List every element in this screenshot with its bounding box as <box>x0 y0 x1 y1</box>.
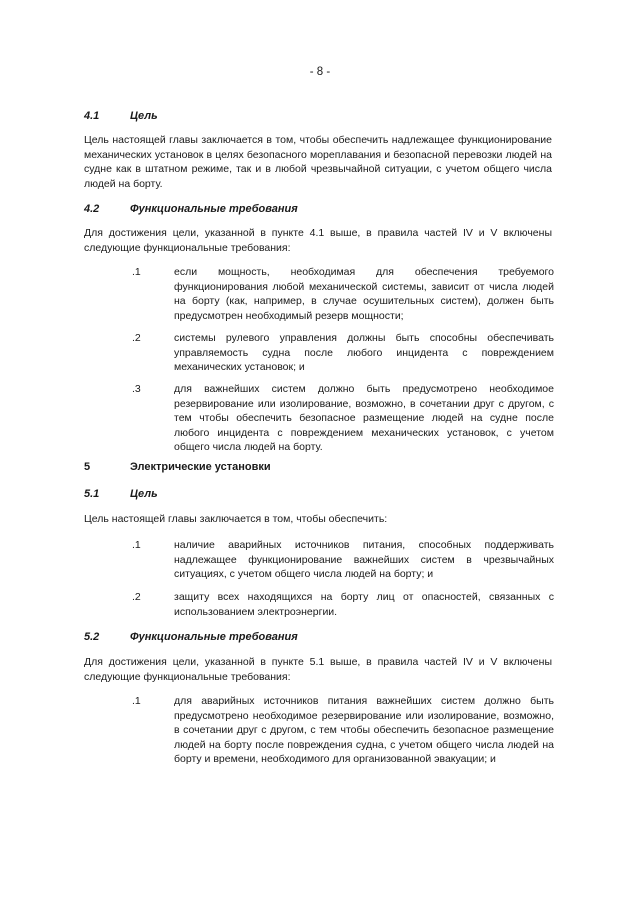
item-text: для аварийных источников питания важнейших систем должно быть предусмотрено необходимое резервирование или изолирование, возможно, в сочетании друг с другом, с тем чтобы обеспечить безопасное размещение людей на борту после повреждения судна, с учетом общего числа людей на борту и времени, необходимого для организованной эвакуации; и <box>174 695 554 766</box>
section-title: Цель <box>130 488 158 500</box>
item-number: .1 <box>132 539 141 551</box>
section-5-2-text: Для достижения цели, указанной в пункте 5.1 выше, в правила частей IV и V включены следующие функциональные требования: <box>84 656 552 683</box>
section-title: Функциональные требования <box>130 631 298 643</box>
item-text: защиту всех находящихся на борту лиц от опасностей, связанных с использованием электроэнергии. <box>174 591 554 618</box>
item-text: если мощность, необходимая для обеспечения требуемого функционирования любой механической системы, зависит от числа людей на борту (как, например, в случае осушительных систем), должен быть предусмотрен необходимый резерв мощности; <box>174 266 554 322</box>
section-4-2-text: Для достижения цели, указанной в пункте 4.1 выше, в правила частей IV и V включены следующие функциональные требования: <box>84 227 552 254</box>
section-number: 5.1 <box>84 488 100 500</box>
item-number: .1 <box>132 266 141 278</box>
item-number: .3 <box>132 383 141 395</box>
item-number: .2 <box>132 591 141 603</box>
section-4-1-text: Цель настоящей главы заключается в том, чтобы обеспечить надлежащее функционирование механических установок в целях безопасного мореплавания и безопасной перевозки людей на судне как в штатном режиме, так и в любой чрезвычайной ситуации, с учетом общего числа людей на борту. <box>84 134 552 190</box>
item-text: наличие аварийных источников питания, способных поддерживать надлежащее функционирование важнейших систем в чрезвычайных ситуациях, с учетом общего числа людей на борту; и <box>174 539 554 581</box>
section-title: Электрические установки <box>130 461 271 473</box>
item-text: для важнейших систем должно быть предусмотрено необходимое резервирование или изолирование, возможно, в сочетании друг с другом, с тем чтобы обеспечить безопасное размещение людей на судне после любого инцидента с повреждением механических установок, с учетом общего числа людей на борту. <box>174 383 554 454</box>
item-number: .2 <box>132 332 141 344</box>
section-title: Цель <box>130 110 158 122</box>
section-number: 5 <box>84 461 91 473</box>
section-5-1-text: Цель настоящей главы заключается в том, чтобы обеспечить: <box>84 513 388 525</box>
item-text: системы рулевого управления должны быть способны обеспечивать управляемость судна после любого инцидента с повреждением механических установок; и <box>174 332 554 374</box>
section-number: 5.2 <box>84 631 100 643</box>
item-number: .1 <box>132 695 141 707</box>
page-number: - 8 - <box>309 66 331 78</box>
section-number: 4.1 <box>84 110 100 122</box>
section-title: Функциональные требования <box>130 203 298 215</box>
section-number: 4.2 <box>84 203 100 215</box>
